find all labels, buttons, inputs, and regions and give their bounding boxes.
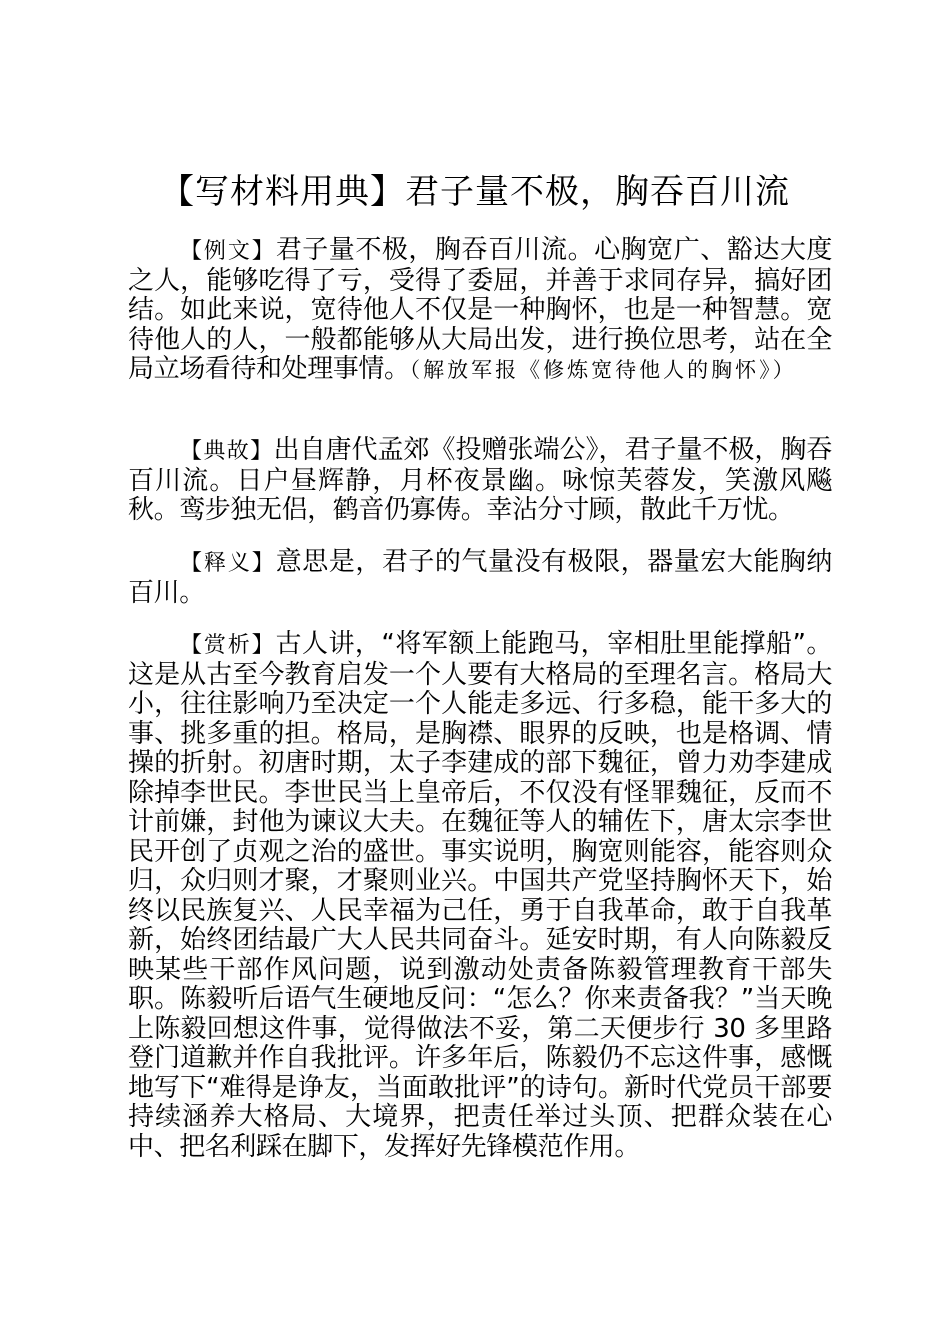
- section-text: 君子量不极，胸吞百川流。心胸宽广、豁达大度之人，能够吃得了亏，受得了委屈，并善于求同存异，搞好团结。如此来说，宽待他人不仅是一种胸怀，也是一种智慧。宽待他人的人，一般都能够从大局出发，进行换位思考，站在全局立场看待和处理事情。: [128, 235, 832, 384]
- section-text: 古人讲，“将军额上能跑马，宰相肚里能撑船”。这是从古至今教育启发一个人要有大格局的至理名言。格局大小，往往影响乃至决定一个人能走多远、行多稳，能干多大的事、挑多重的担。格局，是胸襟、眼界的反映，也是格调、情操的折射。初唐时期，太子李建成的部下魏征，曾力劝李建成除掉李世民。李世民当上皇帝后，不仅没有怪罪魏征，反而不计前嫌，封他为谏议大夫。在魏征等人的辅佐下，唐太宗李世民开创了贞观之治的盛世。事实说明，胸宽则能容，能容则众归，众归则才聚，才聚则业兴。中国共产党坚持胸怀天下，始终以民族复兴、人民幸福为己任，勇于自我革命，敢于自我革新，始终团结最广大人民共同奋斗。延安时期，有人向陈毅反映某些干部作风问题，说到激动处责备陈毅管理教育干部失职。陈毅听后语气生硬地反问：“怎么？你来责备我？”当天晚上陈毅回想这件事，觉得做法不妥，第二天便步行 30 多里路登门道歉并作自我批评。许多年后，陈毅仍不忘这件事，感慨地写下“难得是诤友，当面敢批评”的诗句。新时代党员干部要持续涵养大格局、大境界，把责任举过头顶、把群众装在心中、把名利踩在脚下，发挥好先锋模范作用。: [128, 629, 832, 1162]
- document-title: 【写材料用典】君子量不极，胸吞百川流: [160, 172, 790, 212]
- section-label: 【例文】: [180, 239, 276, 264]
- section-example: [128, 236, 832, 386]
- source-citation: （解放军报《修炼宽待他人的胸怀》）: [409, 358, 797, 382]
- section-label: 【赏析】: [180, 633, 276, 658]
- section-label: 【释义】: [180, 551, 276, 576]
- section-appreciation: [128, 630, 832, 1162]
- section-allusion: [128, 436, 832, 526]
- section-label: 【典故】: [180, 439, 274, 464]
- section-meaning: [128, 548, 832, 608]
- section-text: 出自唐代孟郊《投赠张端公》，君子量不极，胸吞百川流。日户昼辉静，月杯夜景幽。咏惊芙蓉发，笑激风飚秋。鸾步独无侣，鹤音仍寡俦。幸沾分寸顾，散此千万忧。: [128, 435, 832, 525]
- section-text: 意思是，君子的气量没有极限，器量宏大能胸纳百川。: [128, 547, 832, 608]
